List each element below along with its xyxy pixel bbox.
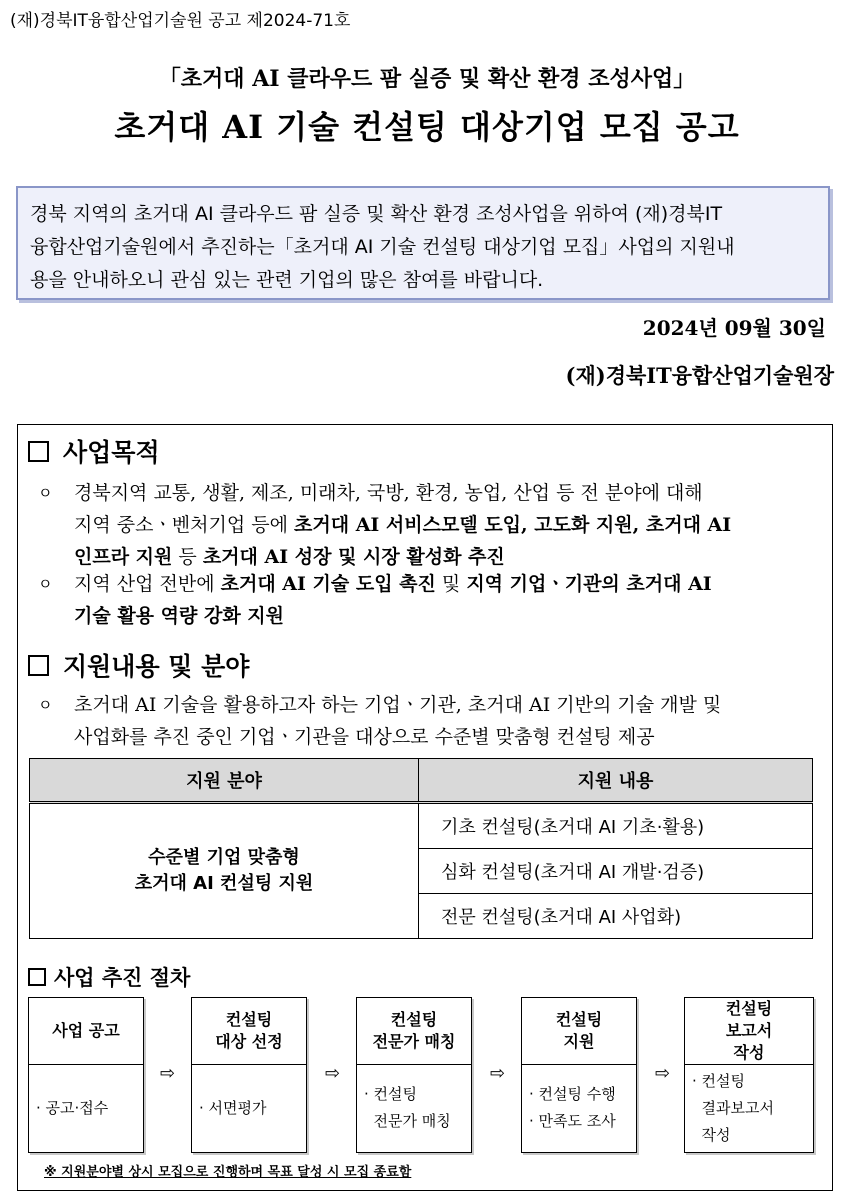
table-row [30,803,813,849]
step-title: 사업 공고 [29,998,143,1065]
section-heading-content: 지원내용 및 분야 [28,647,249,683]
footnote: ※ 지원분야별 상시 모집으로 진행하며 목표 달성 시 모집 종료함 [44,1165,412,1180]
main-content-box [17,424,833,1191]
table-header-content: 지원 내용 [419,759,813,803]
checkbox-square-icon [28,441,49,462]
bullet-icon: ㅇ [38,575,53,593]
support-table [29,758,813,939]
arrow-right-icon: ⇨ [325,1063,341,1084]
arrow-right-icon: ⇨ [160,1063,176,1084]
step-detail: · 컨설팅 전문가 매칭 [364,1085,451,1130]
intro-line: 융합산업기술원에서 추진하는「초거대 AI 기술 컨설팅 대상기업 모집」사업의 지원내 [30,236,735,258]
title-program: 「초거대 AI 클라우드 팜 실증 및 확산 환경 조성사업」 [158,66,696,92]
notice-date: 2024년 09월 30일 [642,316,826,340]
support-field-cell: 수준별 기업 맞춤형 초거대 AI 컨설팅 지원 [30,803,419,939]
intro-line: 용을 안내하오니 관심 있는 관련 기업의 많은 참여를 바랍니다. [30,269,544,291]
section-heading-purpose: 사업목적 [28,433,160,469]
intro-box [16,186,830,300]
bullet-icon: ㅇ [38,484,53,502]
support-item: 심화 컨설팅(초거대 AI 개발·검증) [419,849,813,894]
issuer: (재)경북IT융합산업기술원장 [565,363,834,388]
process-step-5 [684,997,814,1153]
purpose-bullet-1: ㅇ 경북지역 교통, 생활, 제조, 미래차, 국방, 환경, 농업, 산업 등 전 분야에 대해 지역 중소ㆍ벤처기업 등에 초거대 AI 서비스모델 도입, 고도화 지원, 초거대 AI 인프라 지원 등 초거대 AI 성장 및 시장 활성화 추진 [38,477,826,573]
section-heading-process: 사업 추진 절차 [28,962,190,992]
step-detail: · 서면평가 [199,1098,267,1117]
process-step-2 [191,997,307,1153]
checkbox-square-icon [28,968,46,986]
support-item: 기초 컨설팅(초거대 AI 기초·활용) [419,803,813,849]
table-header-row [30,759,813,803]
process-step-4 [521,997,637,1153]
arrow-right-icon: ⇨ [655,1063,671,1084]
page-title: 초거대 AI 기술 컨설팅 대상기업 모집 공고 [114,108,740,146]
intro-line: 경북 지역의 초거대 AI 클라우드 팜 실증 및 확산 환경 조성사업을 위하여 (재)경북IT [30,203,723,225]
step-title: 컨설팅 전문가 매칭 [357,998,471,1065]
step-detail: · 컨설팅 수행 · 만족도 조사 [529,1085,616,1130]
checkbox-square-icon [28,655,49,676]
step-title: 컨설팅 대상 선정 [192,998,306,1065]
arrow-right-icon: ⇨ [490,1063,506,1084]
process-step-1 [28,997,144,1153]
step-detail: · 컨설팅 결과보고서 작성 [692,1071,774,1144]
table-header-field: 지원 분야 [30,759,419,803]
purpose-bullet-2: ㅇ 지역 산업 전반에 초거대 AI 기술 도입 촉진 및 지역 기업ㆍ기관의 초거대 AI 기술 활용 역량 강화 지원 [38,568,826,632]
bullet-icon: ㅇ [38,696,53,714]
support-item: 전문 컨설팅(초거대 AI 사업화) [419,894,813,939]
notice-number: (재)경북IT융합산업기술원 공고 제2024-71호 [10,11,351,31]
process-step-3 [356,997,472,1153]
step-detail: · 공고·접수 [36,1098,109,1117]
step-title: 컨설팅 지원 [522,998,636,1065]
step-title: 컨설팅 보고서 작성 [685,998,813,1065]
content-bullet-1: ㅇ 초거대 AI 기술을 활용하고자 하는 기업ㆍ기관, 초거대 AI 기반의 기술 개발 및 사업화를 추진 중인 기업ㆍ기관을 대상으로 수준별 맞춤형 컨설팅 제공 [38,689,826,753]
